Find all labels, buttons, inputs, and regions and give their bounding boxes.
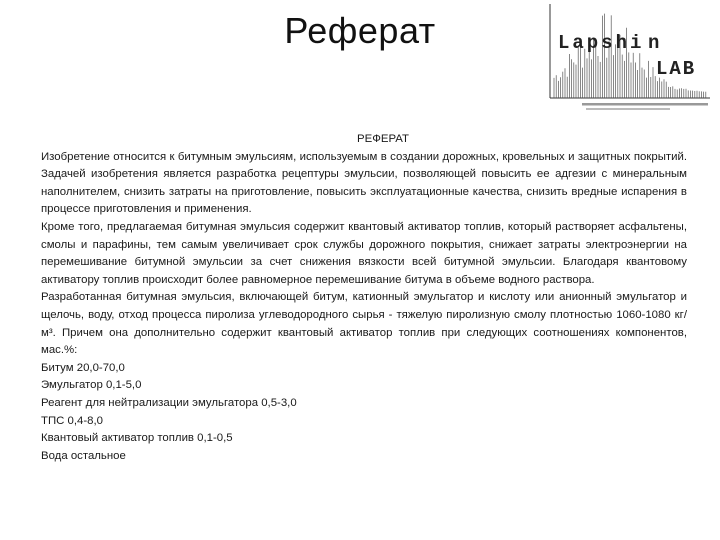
component-item: ТПС 0,4-8,0 <box>41 414 103 427</box>
svg-text:n: n <box>648 32 660 54</box>
abstract-body <box>41 131 687 465</box>
component-item: Квантовый активатор топлив 0,1-0,5 <box>41 432 233 445</box>
component-item: Битум 20,0-70,0 <box>41 361 125 374</box>
abstract-paragraph: Изобретение относится к битумным эмульсиям, используемым в создании дорожных, кровельных и защитных покрытий. Задачей изобретения является разработка рецептуры эмульсии, позволяющей повысить ее адгезии с минеральным наполнителем, снизить затраты на приготовление, повысить эксплуатационные качества, снизить вредные испарения в процессе приготовления и применения. <box>41 150 687 216</box>
svg-text:Lapshi: Lapshi <box>558 32 645 54</box>
abstract-paragraph: Разработанная битумная эмульсия, включающей битум, катионный эмульгатор и кислоту или анионный эмульгатор и щелочь, воду, отход процесса пиролиза углеводородного сырья - тяжелую пиролизную смолу плотностью 1060-1080 кг/м³. Причем она дополнительно содержит квантовый активатор топлив при следующих соотношениях компонентов, мас.%: <box>41 291 687 357</box>
slide-title: Реферат <box>284 10 436 51</box>
abstract-paragraph: Кроме того, предлагаемая битумная эмульсия содержит квантовый активатор топлив, который растворяет асфальтены, смолы и парафины, тем самым увеличивает срок службы дорожного покрытия, снижает затраты электроэнергии на перемешивание битумной эмульсии за счет снижения вязкости всей битумной эмульсии. Благодаря квантовому активатору топлив происходит более равномерное перемешивание битума в объеме водного раствора. <box>41 220 687 286</box>
component-item: Реагент для нейтрализации эмульгатора 0,5-3,0 <box>41 396 297 409</box>
abstract-heading: РЕФЕРАТ <box>357 133 409 145</box>
component-item: Вода остальное <box>41 449 126 462</box>
svg-text:LAB: LAB <box>656 58 697 80</box>
lapshinlab-logo <box>546 2 714 114</box>
component-item: Эмульгатор 0,1-5,0 <box>41 379 142 392</box>
